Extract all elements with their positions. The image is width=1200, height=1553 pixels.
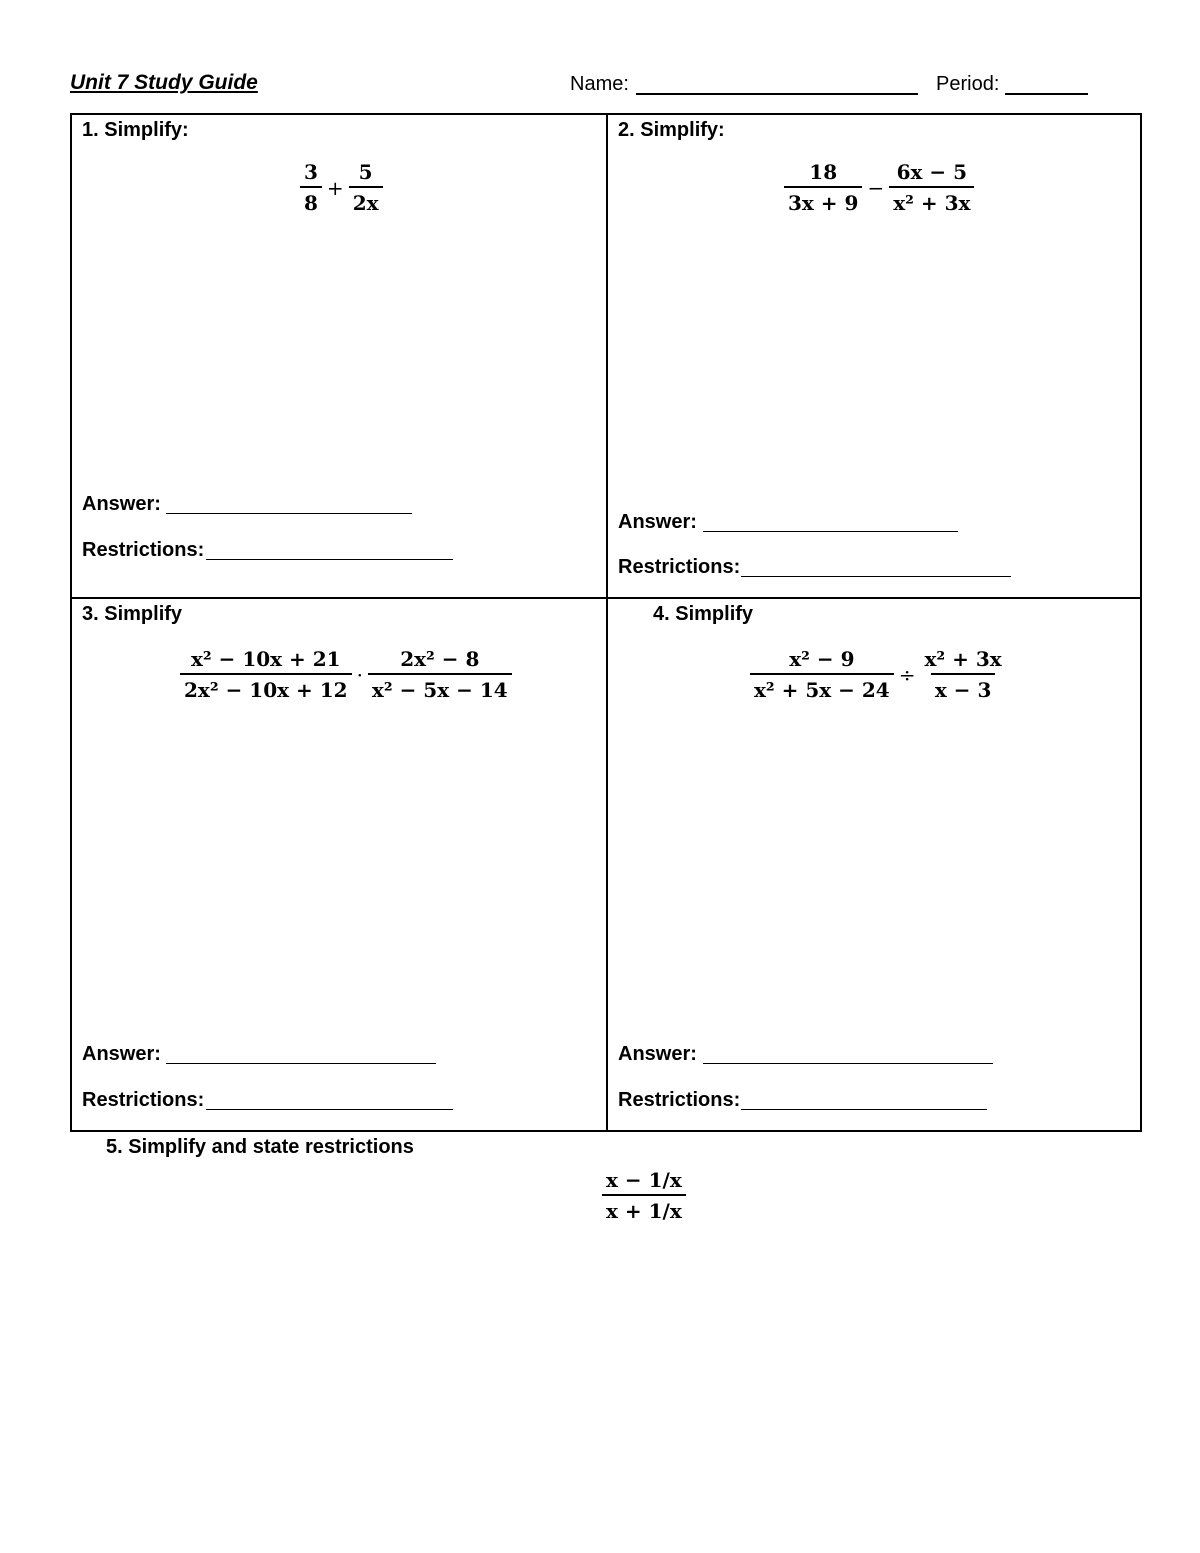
fraction <box>889 160 974 215</box>
restrictions-blank[interactable] <box>206 1109 453 1110</box>
operator: · <box>356 662 363 687</box>
fraction <box>750 647 894 702</box>
problem-3-expression <box>178 647 514 702</box>
numerator: x² − 9 <box>789 647 855 671</box>
operator: − <box>867 175 885 200</box>
numerator: x² + 3x <box>924 647 1002 671</box>
operator: + <box>326 175 344 200</box>
numerator: 6x − 5 <box>896 160 968 184</box>
restrictions-label: Restrictions: <box>82 539 205 561</box>
denominator: x − 3 <box>931 673 996 702</box>
problem-5-label: 5. Simplify and state restrictions <box>106 1136 414 1158</box>
numerator: 5 <box>358 160 373 184</box>
denominator: 2x <box>349 186 383 215</box>
answer-label: Answer: <box>618 1043 697 1065</box>
numerator: x² − 10x + 21 <box>190 647 341 671</box>
fraction <box>349 160 383 215</box>
denominator: x + 1/x <box>602 1194 686 1223</box>
period-label: Period: <box>936 73 1000 95</box>
answer-blank[interactable] <box>166 513 412 514</box>
denominator: 8 <box>300 186 322 215</box>
denominator: x² + 5x − 24 <box>750 673 894 702</box>
answer-label: Answer: <box>82 1043 161 1065</box>
answer-blank[interactable] <box>703 531 958 532</box>
numerator: 3 <box>304 160 318 184</box>
name-label: Name: <box>570 73 629 95</box>
fraction <box>784 160 862 215</box>
grid-divider-vertical <box>606 113 608 1132</box>
fraction <box>300 160 322 215</box>
denominator: x² + 3x <box>889 186 974 215</box>
restrictions-label: Restrictions: <box>82 1089 205 1111</box>
operator: ÷ <box>898 662 916 687</box>
complex-fraction <box>602 1168 686 1223</box>
answer-blank[interactable] <box>166 1063 436 1064</box>
problem-4-label: 4. Simplify <box>653 603 754 625</box>
restrictions-label: Restrictions: <box>618 556 741 578</box>
fraction <box>180 647 352 702</box>
problem-1-expression <box>298 160 385 215</box>
problem-3-label: 3. Simplify <box>82 603 183 625</box>
restrictions-blank[interactable] <box>741 1109 987 1110</box>
problem-5-expression <box>600 1168 688 1223</box>
problem-2-expression <box>782 160 976 215</box>
grid-divider-horizontal <box>70 597 1142 599</box>
numerator: 2x² − 8 <box>400 647 480 671</box>
numerator: 18 <box>809 160 838 184</box>
fraction <box>921 647 1006 702</box>
restrictions-blank[interactable] <box>206 559 453 560</box>
answer-label: Answer: <box>82 493 161 515</box>
restrictions-label: Restrictions: <box>618 1089 741 1111</box>
answer-label: Answer: <box>618 511 697 533</box>
fraction <box>368 647 512 702</box>
name-blank[interactable] <box>636 93 918 95</box>
problem-2-label: 2. Simplify: <box>618 119 725 141</box>
denominator: 3x + 9 <box>784 186 862 215</box>
answer-blank[interactable] <box>703 1063 993 1064</box>
numerator: x − 1/x <box>606 1168 682 1192</box>
page-title: Unit 7 Study Guide <box>70 71 258 94</box>
problem-1-label: 1. Simplify: <box>82 119 189 141</box>
denominator: 2x² − 10x + 12 <box>180 673 352 702</box>
restrictions-blank[interactable] <box>741 576 1011 577</box>
problem-4-expression <box>748 647 1008 702</box>
denominator: x² − 5x − 14 <box>368 673 512 702</box>
period-blank[interactable] <box>1005 93 1088 95</box>
